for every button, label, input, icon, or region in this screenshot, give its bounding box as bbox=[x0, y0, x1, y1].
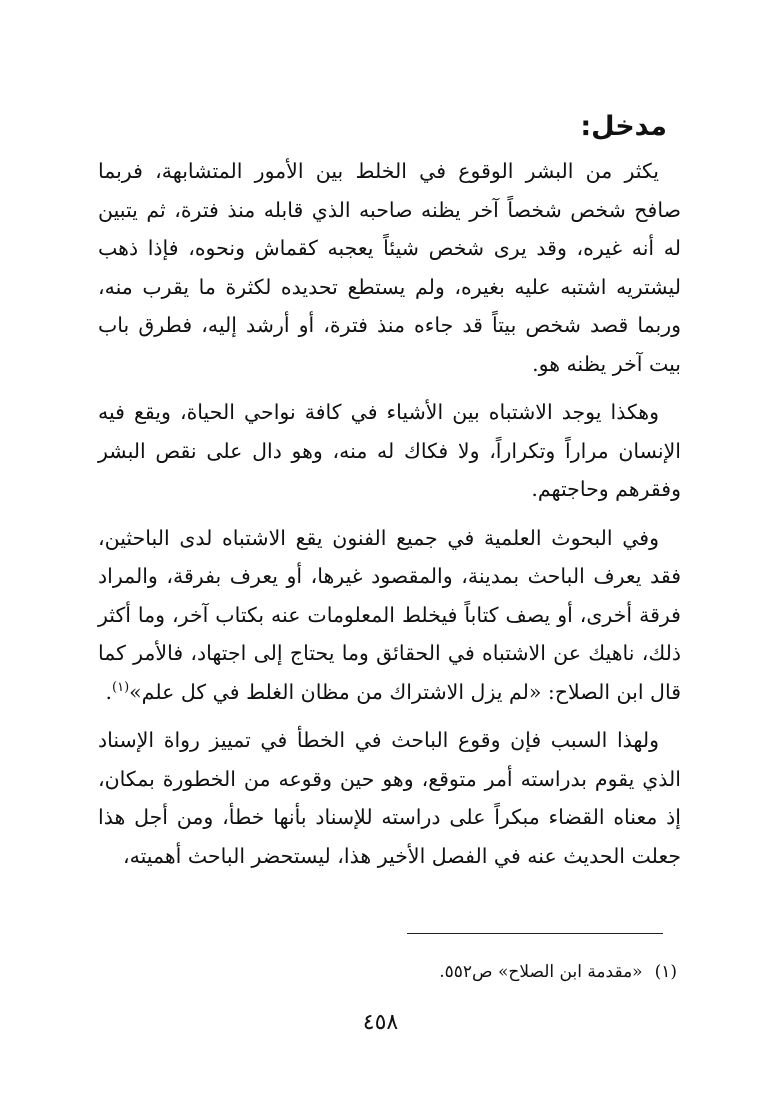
paragraph-3-text: وفي البحوث العلمية في جميع الفنون يقع الاشتباه لدى الباحثين، فقد يعرف الباحث بمدينة، والمقصود غيرها، أو يعرف بفرقة، والمراد فرقة أخرى، أو يصف كتاباً فيخلط المعلومات عنه بكتاب آخر، وما أكثر ذلك، ناهيك عن الاشتباه في الحقائق وما يحتاج إلى اجتهاد، فالأمر كما قال ابن الصلاح: «لم يزل الاشتراك من مظان الغلط في كل علم» bbox=[98, 525, 681, 704]
footnote-text: «مقدمة ابن الصلاح» ص٥٥٢. bbox=[439, 962, 643, 982]
paragraph-3 bbox=[98, 519, 681, 712]
page-number: ٤٥٨ bbox=[362, 1010, 399, 1035]
paragraph-2: وهكذا يوجد الاشتباه بين الأشياء في كافة نواحي الحياة، ويقع فيه الإنسان مراراً وتكراراً، ولا فكاك له منه، وهو دال على نقص البشر وفقرهم وحاجتهم. bbox=[98, 400, 681, 501]
footnote-separator bbox=[407, 933, 663, 934]
footnote-number: (١) bbox=[654, 962, 677, 982]
footnote bbox=[98, 958, 677, 986]
footnote-reference[interactable]: (١) bbox=[112, 679, 130, 695]
paragraph-4: ولهذا السبب فإن وقوع الباحث في الخطأ في تمييز رواة الإسناد الذي يقوم بدراسته أمر متوقع، وهو حين وقوعه من الخطورة بمكان، إذ معناه القضاء مبكراً على دراسته للإسناد بأنها خطأ، ومن أجل هذا جعلت الحديث عنه في الفصل الأخير هذا، ليستحضر الباحث أهميته، bbox=[98, 728, 681, 868]
page-body bbox=[98, 108, 681, 885]
section-heading: مدخل: bbox=[580, 111, 667, 142]
paragraph-3-end: . bbox=[105, 679, 112, 704]
paragraph-1: يكثر من البشر الوقوع في الخلط بين الأمور المتشابهة، فربما صافح شخص شخصاً آخر يظنه صاحبه الذي قابله منذ فترة، ثم يتبين له أنه غيره، وقد يرى شخص شيئاً يعجبه كقماش ونحوه، فإذا ذهب ليشتريه اشتبه عليه بغيره، ولم يستطع تحديده لكثرة ما يقرب منه، وربما قصد شخص بيتاً قد جاءه منذ فترة، أو أرشد إليه، فطرق باب بيت آخر يظنه هو. bbox=[98, 159, 681, 376]
